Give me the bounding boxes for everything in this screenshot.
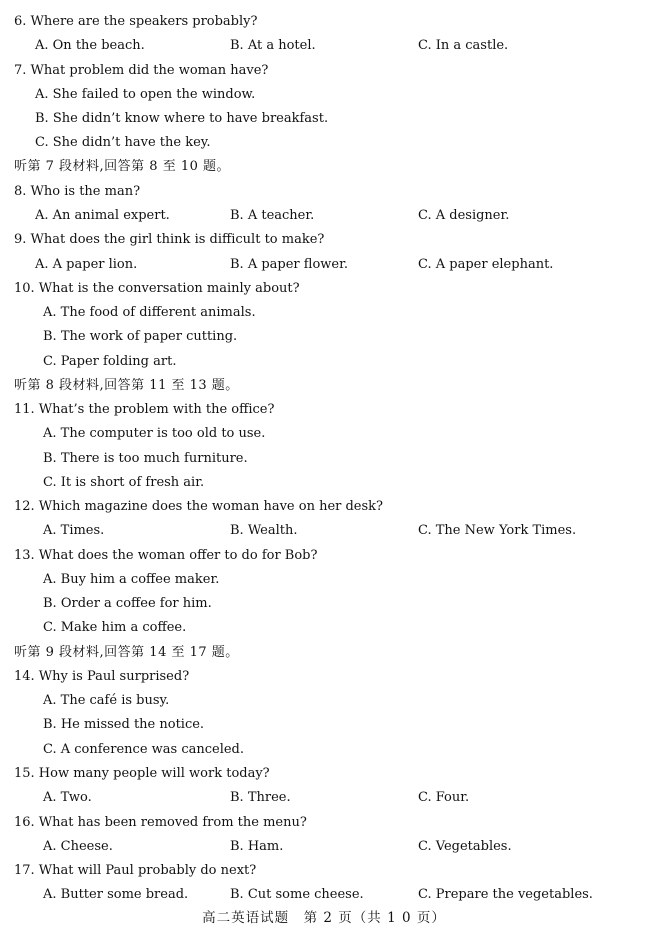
question-stem: 15. How many people will work today? bbox=[14, 766, 270, 781]
option-a: A. The café is busy. bbox=[43, 693, 170, 708]
option-row bbox=[0, 84, 648, 106]
option-c: C. Vegetables. bbox=[418, 839, 512, 854]
option-b: B. Wealth. bbox=[230, 523, 298, 538]
option-row bbox=[0, 617, 648, 639]
section-heading: 听第 7 段材料,回答第 8 至 10 题。 bbox=[14, 159, 231, 174]
option-a: A. Butter some bread. bbox=[43, 887, 189, 902]
section-heading: 听第 8 段材料,回答第 11 至 13 题。 bbox=[14, 378, 239, 393]
question-stem: 11. What’s the problem with the office? bbox=[14, 402, 275, 417]
option-row bbox=[0, 351, 648, 373]
option-b: B. The work of paper cutting. bbox=[43, 329, 238, 344]
option-a: A. On the beach. bbox=[35, 38, 145, 53]
option-b: B. A paper flower. bbox=[230, 257, 349, 272]
option-row bbox=[0, 326, 648, 348]
option-b: B. Three. bbox=[230, 790, 291, 805]
option-c: C. Paper folding art. bbox=[43, 354, 177, 369]
section-heading: 听第 9 段材料,回答第 14 至 17 题。 bbox=[14, 645, 239, 660]
question-stem: 14. Why is Paul surprised? bbox=[14, 669, 190, 684]
option-a: A. Cheese. bbox=[43, 839, 113, 854]
option-a: A. She failed to open the window. bbox=[35, 87, 256, 102]
option-row bbox=[0, 884, 648, 906]
option-row bbox=[0, 423, 648, 445]
option-b: B. There is too much furniture. bbox=[43, 451, 248, 466]
option-a: A. A paper lion. bbox=[35, 257, 138, 272]
question-stem: 12. Which magazine does the woman have on her desk? bbox=[14, 499, 384, 514]
page-footer: 高二英语试题 第 2 页（共 1 0 页） bbox=[202, 910, 446, 926]
option-b: B. He missed the notice. bbox=[43, 717, 205, 732]
option-a: A. The food of different animals. bbox=[43, 305, 256, 320]
option-b: B. Order a coffee for him. bbox=[43, 596, 212, 611]
option-row bbox=[0, 593, 648, 615]
question-stem: 8. Who is the man? bbox=[14, 184, 141, 199]
option-a: A. Times. bbox=[43, 523, 105, 538]
option-c: C. Make him a coffee. bbox=[43, 620, 187, 635]
option-row bbox=[0, 714, 648, 736]
question-stem: 9. What does the girl think is difficult to make? bbox=[14, 232, 325, 247]
question-stem: 6. Where are the speakers probably? bbox=[14, 14, 258, 29]
option-row bbox=[0, 472, 648, 494]
option-a: A. Buy him a coffee maker. bbox=[43, 572, 220, 587]
option-b: B. Cut some cheese. bbox=[230, 887, 364, 902]
option-row bbox=[0, 205, 648, 227]
option-c: C. In a castle. bbox=[418, 38, 509, 53]
option-b: B. Ham. bbox=[230, 839, 284, 854]
option-row bbox=[0, 132, 648, 154]
option-row bbox=[0, 254, 648, 276]
option-b: B. She didn’t know where to have breakfast. bbox=[35, 111, 329, 126]
option-c: C. The New York Times. bbox=[418, 523, 577, 538]
option-c: C. A conference was canceled. bbox=[43, 742, 245, 757]
option-c: C. She didn’t have the key. bbox=[35, 135, 211, 150]
question-stem: 7. What problem did the woman have? bbox=[14, 63, 269, 78]
option-b: B. At a hotel. bbox=[230, 38, 316, 53]
option-row bbox=[0, 520, 648, 542]
option-row bbox=[0, 35, 648, 57]
option-row bbox=[0, 836, 648, 858]
option-row bbox=[0, 108, 648, 130]
option-b: B. A teacher. bbox=[230, 208, 315, 223]
option-row bbox=[0, 690, 648, 712]
option-row bbox=[0, 739, 648, 761]
option-row bbox=[0, 569, 648, 591]
option-c: C. A paper elephant. bbox=[418, 257, 554, 272]
option-a: A. An animal expert. bbox=[35, 208, 170, 223]
question-stem: 13. What does the woman offer to do for Bob? bbox=[14, 548, 318, 563]
option-c: C. Four. bbox=[418, 790, 470, 805]
option-row bbox=[0, 448, 648, 470]
option-c: C. It is short of fresh air. bbox=[43, 475, 205, 490]
option-a: A. Two. bbox=[43, 790, 92, 805]
option-c: C. A designer. bbox=[418, 208, 510, 223]
option-row bbox=[0, 302, 648, 324]
question-stem: 10. What is the conversation mainly about? bbox=[14, 281, 300, 296]
question-stem: 17. What will Paul probably do next? bbox=[14, 863, 257, 878]
option-row bbox=[0, 787, 648, 809]
question-stem: 16. What has been removed from the menu? bbox=[14, 815, 307, 830]
option-c: C. Prepare the vegetables. bbox=[418, 887, 593, 902]
option-a: A. The computer is too old to use. bbox=[43, 426, 266, 441]
